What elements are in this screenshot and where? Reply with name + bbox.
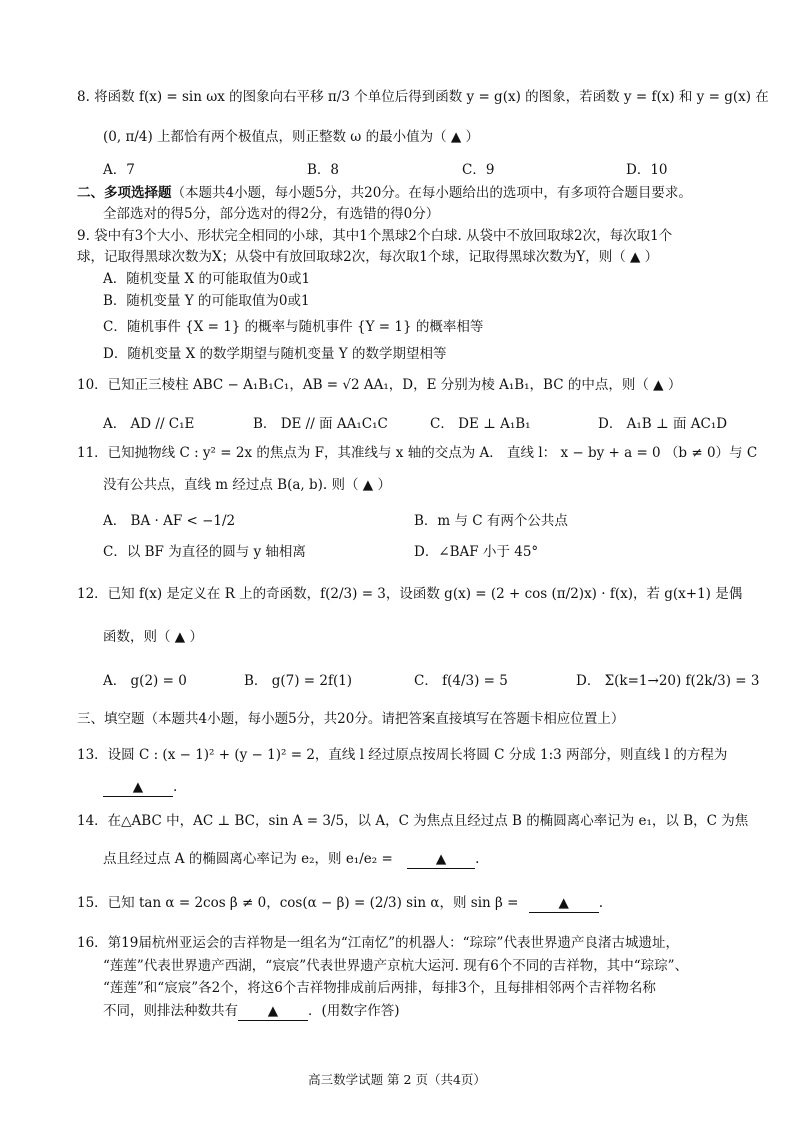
q12-option-d: D． Σ(k=1→20) f(2k/3) = 3 [576, 673, 760, 689]
q16-line-4-text: 不同，则排法种数共有 [103, 1003, 238, 1019]
section-2-heading: 二、多项选择题 [77, 185, 172, 201]
q12-option-a: A． g(2) = 0 [103, 673, 187, 689]
q10-option-d: D． A₁B ⊥ 面 AC₁D [598, 416, 728, 432]
q10-option-a: A． AD // C₁E [103, 416, 195, 432]
q10-line-1: 10．已知正三棱柱 ABC − A₁B₁C₁，AB = √2 AA₁，D，E 分别为棱 A₁B₁，BC 的中点，则（ ▲ ） [77, 377, 682, 393]
q8-line-1: 8. 将函数 f(x) = sin ωx 的图象向右平移 π/3 个单位后得到函数 y = g(x) 的图象，若函数 y = f(x) 和 y = g(x) 在 [77, 89, 769, 105]
q13-answer-blank[interactable]: ▲ [103, 778, 173, 797]
q11-option-b: B．m 与 C 有两个公共点 [414, 513, 568, 529]
q11-option-a: A． BA · AF < −1/2 [103, 513, 236, 529]
q8-option-d: D．10 [626, 162, 668, 178]
q16-answer-blank[interactable]: ▲ [238, 1002, 308, 1021]
q11-line-1: 11．已知抛物线 C : y² = 2x 的焦点为 F，其准线与 x 轴的交点为 A． 直线 l： x − by + a = 0 （b ≠ 0）与 C [77, 445, 758, 461]
q12-option-b: B． g(7) = 2f(1) [244, 673, 353, 689]
q14-answer-blank[interactable]: ▲ [407, 850, 475, 869]
q8-option-c: C．9 [462, 162, 495, 178]
q13-line-2: ▲ . [103, 778, 177, 797]
q16-line-4 [103, 1002, 400, 1021]
q11-option-c: C．以 BF 为直径的圆与 y 轴相离 [103, 544, 306, 560]
q10-option-b: B． DE // 面 AA₁C₁C [253, 416, 388, 432]
q14-line-2-text: 点且经过点 A 的椭圆离心率记为 e₂，则 e₁/e₂ = [103, 851, 393, 867]
q9-option-c: C．随机事件 {X = 1} 的概率与随机事件 {Y = 1} 的概率相等 [103, 319, 484, 335]
q12-line-2: 函数，则（ ▲ ） [103, 629, 203, 645]
q16-line-1: 16．第19届杭州亚运会的吉祥物是一组名为“江南忆”的机器人：“琮琮”代表世界遗产良渚古城遗址， [77, 935, 679, 951]
q16-line-3: “莲莲”和“宸宸”各2个，将这6个吉祥物排成前后两排，每排3个，且每排相邻两个吉祥物名称 [103, 980, 656, 996]
q13-line-1: 13．设圆 C : (x − 1)² + (y − 1)² = 2，直线 l 经过原点按周长将圆 C 分成 1:3 两部分，则直线 l 的方程为 [77, 747, 728, 763]
q9-option-b: B．随机变量 Y 的可能取值为0或1 [103, 293, 310, 309]
q9-line-1: 9. 袋中有3个大小、形状完全相同的小球，其中1个黑球2个白球. 从袋中不放回取球2次，每次取1个 [77, 228, 673, 244]
section-2-line-2: 全部选对的得5分，部分选对的得2分，有选错的得0分） [103, 206, 440, 222]
q11-line-2: 没有公共点，直线 m 经过点 B(a, b). 则（ ▲ ） [103, 477, 391, 493]
q9-option-d: D．随机变量 X 的数学期望与随机变量 Y 的数学期望相等 [103, 346, 447, 362]
section-2-line-1 [77, 184, 692, 202]
page-footer: 高三数学试题 第 2 页（共4页） [308, 1072, 486, 1087]
q16-line-2: “莲莲”代表世界遗产西湖，“宸宸”代表世界遗产京杭大运河. 现有6个不同的吉祥物，其中“琮琮”、 [103, 958, 689, 974]
q8-line-2: (0, π/4) 上都恰有两个极值点，则正整数 ω 的最小值为（ ▲ ） [103, 129, 480, 145]
q10-option-c: C． DE ⊥ A₁B₁ [430, 416, 531, 432]
section-2-instructions: （本题共4小题，每小题5分，共20分。在每小题给出的选项中，有多项符合题目要求。 [171, 185, 692, 201]
q12-option-c: C． f(4/3) = 5 [414, 673, 508, 689]
q15-answer-blank[interactable]: ▲ [529, 894, 599, 913]
q15-line-1: 15．已知 tan α = 2cos β ≠ 0，cos(α − β) = (2/3) sin α，则 sin β = ▲ . [77, 895, 604, 911]
q8-option-b: B．8 [307, 162, 340, 178]
q9-option-a: A．随机变量 X 的可能取值为0或1 [103, 271, 311, 287]
section-3-heading: 三、填空题（本题共4小题，每小题5分，共20分。请把答案直接填写在答题卡相应位置上） [77, 711, 625, 727]
q11-option-d: D．∠BAF 小于 45° [414, 544, 539, 560]
q14-line-2: 点且经过点 A 的椭圆离心率记为 e₂，则 e₁/e₂ = ▲ . [103, 851, 480, 867]
q9-line-2: 球，记取得黑球次数为X；从袋中有放回取球2次，每次取1个球，记取得黑球次数为Y，则（ ▲ ） [77, 249, 659, 265]
q16-line-4-tail: ．(用数字作答) [308, 1003, 400, 1019]
q15-line-1-text: 15．已知 tan α = 2cos β ≠ 0，cos(α − β) = (2/3) sin α，则 sin β = [77, 895, 519, 911]
q8-option-a: A．7 [103, 162, 135, 178]
q14-line-1: 14．在△ABC 中，AC ⊥ BC，sin A = 3/5，以 A，C 为焦点且经过点 B 的椭圆离心率记为 e₁，以 B，C 为焦 [77, 813, 749, 829]
q12-line-1: 12．已知 f(x) 是定义在 R 上的奇函数，f(2/3) = 3，设函数 g(x) = (2 + cos (π/2)x) · f(x)，若 g(x+1) 是偶 [77, 586, 743, 602]
